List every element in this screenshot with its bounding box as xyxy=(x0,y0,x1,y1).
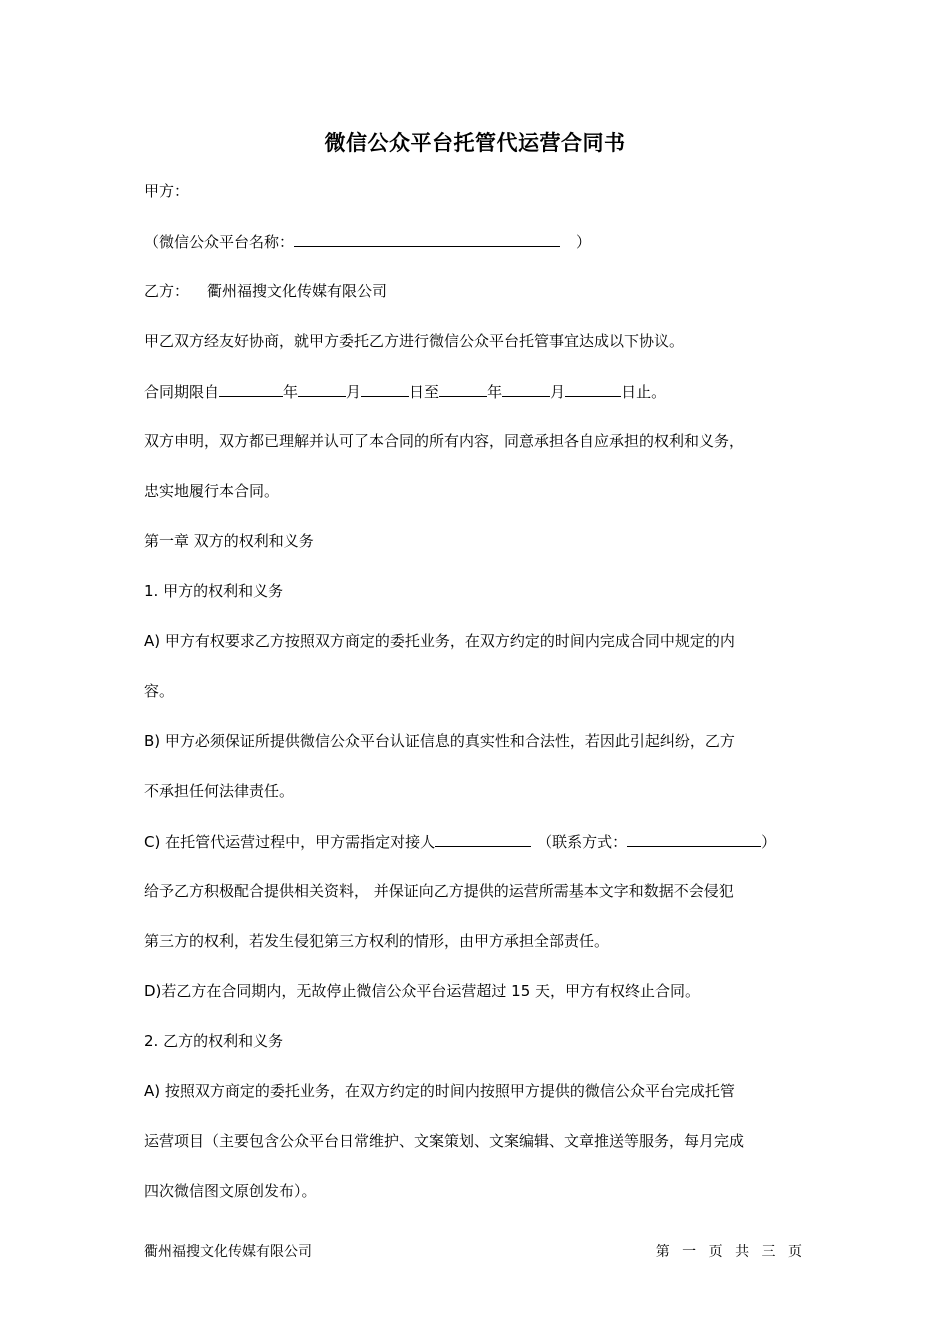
contract-term-line xyxy=(144,380,814,403)
platform-name-label: （微信公众平台名称： xyxy=(144,233,295,251)
clause-1b-line-2: 不承担任何法律责任。 xyxy=(144,782,295,800)
party-b-name: 衢州福搜文化传媒有限公司 xyxy=(207,282,388,300)
footer-company: 衢州福搜文化传媒有限公司 xyxy=(144,1244,312,1260)
contact-person-blank xyxy=(435,830,531,847)
clause-2a-line-2: 运营项目（主要包含公众平台日常维护、文案策划、文案编辑、文章推送等服务，每月完成 xyxy=(144,1132,745,1150)
term-month-1: 月 xyxy=(346,383,362,401)
term-end: 日止。 xyxy=(621,383,667,401)
footer-page-number: 第 一 页 共 三 页 xyxy=(655,1244,806,1260)
term-year-blank-1 xyxy=(219,380,283,397)
clause-2a-line-1: A) 按照双方商定的委托业务，在双方约定的时间内按照甲方提供的微信公众平台完成托管 xyxy=(144,1082,735,1100)
party-b-label: 乙方： xyxy=(144,282,190,300)
term-day-blank-2 xyxy=(565,380,621,397)
term-month-2: 月 xyxy=(550,383,566,401)
term-prefix: 合同期限自 xyxy=(144,383,220,401)
term-year-2: 年 xyxy=(487,383,503,401)
term-day-blank-1 xyxy=(361,380,409,397)
term-month-blank-2 xyxy=(502,380,550,397)
clause-1c-line-2: 给予乙方积极配合提供相关资料， 并保证向乙方提供的运营所需基本文字和数据不会侵犯 xyxy=(144,882,734,900)
intro-paragraph: 甲乙双方经友好协商，就甲方委托乙方进行微信公众平台托管事宜达成以下协议。 xyxy=(144,332,685,350)
declaration-line-2: 忠实地履行本合同。 xyxy=(144,482,280,500)
platform-name-close: ） xyxy=(576,233,592,251)
term-month-blank-1 xyxy=(298,380,346,397)
declaration-line-1: 双方申明，双方都已理解并认可了本合同的所有内容，同意承担各自应承担的权利和义务， xyxy=(144,432,745,450)
contact-method-blank xyxy=(627,830,761,847)
party-a-platform-line xyxy=(144,230,814,253)
clause-2a-line-3: 四次微信图文原创发布）。 xyxy=(144,1182,317,1200)
clause-1d: D)若乙方在合同期内，无故停止微信公众平台运营超过 15 天，甲方有权终止合同。 xyxy=(144,982,701,1000)
clause-1c-prefix: C) 在托管代运营过程中，甲方需指定对接人 xyxy=(144,833,436,851)
platform-name-blank xyxy=(294,230,560,247)
chapter-1-heading: 第一章 双方的权利和义务 xyxy=(144,532,314,550)
term-year-1: 年 xyxy=(283,383,299,401)
term-year-blank-2 xyxy=(439,380,487,397)
clause-1b-line-1: B) 甲方必须保证所提供微信公众平台认证信息的真实性和合法性，若因此引起纠纷，乙方 xyxy=(144,732,735,750)
clause-1a-line-2: 容。 xyxy=(144,682,175,700)
section-1-heading: 1. 甲方的权利和义务 xyxy=(144,582,284,600)
contact-method-close: ） xyxy=(761,833,777,851)
contact-method-label: （联系方式： xyxy=(537,833,628,851)
term-day-to: 日至 xyxy=(409,383,440,401)
clause-1c-line-1 xyxy=(144,830,814,853)
section-2-heading: 2. 乙方的权利和义务 xyxy=(144,1032,284,1050)
clause-1c-line-3: 第三方的权利，若发生侵犯第三方权利的情形，由甲方承担全部责任。 xyxy=(144,932,610,950)
party-a-label: 甲方： xyxy=(144,182,190,200)
document-title: 微信公众平台托管代运营合同书 xyxy=(324,131,626,155)
party-b-line xyxy=(144,280,814,302)
clause-1a-line-1: A) 甲方有权要求乙方按照双方商定的委托业务，在双方约定的时间内完成合同中规定的内 xyxy=(144,632,735,650)
